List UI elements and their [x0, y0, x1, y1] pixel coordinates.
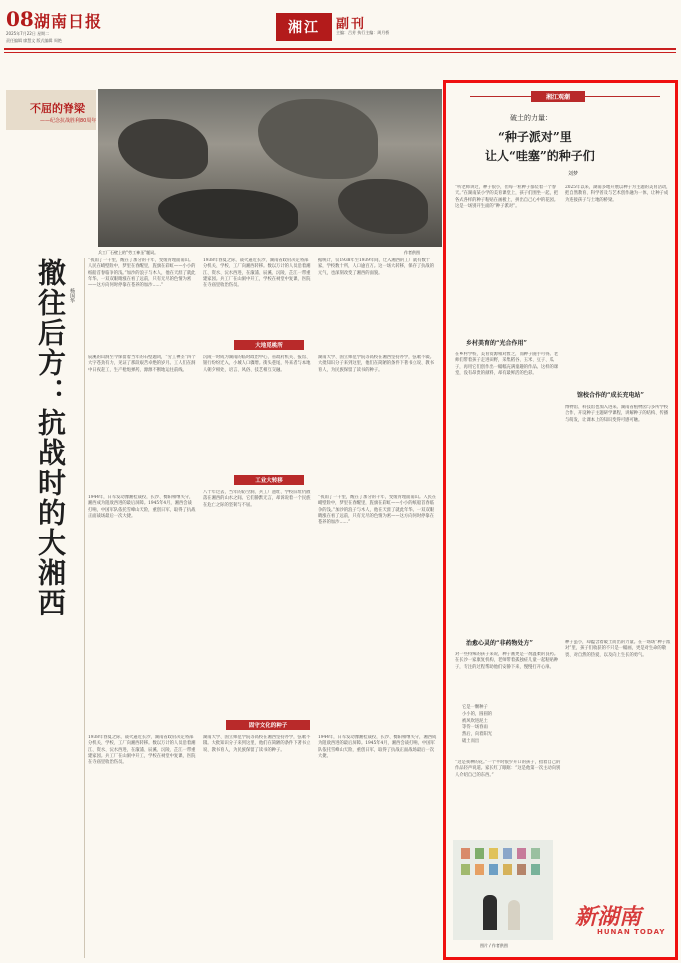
page-number: 08 [6, 7, 34, 31]
date-line: 2025年7月22日 星期二 [6, 31, 50, 36]
right-subhead: 馆校合作的“成长充电站” [577, 392, 644, 399]
article-paragraph: 在乡村学校，美育资源相对匮乏，而种子随手可得。老师们带着孩子走进田野，采集稻谷、玉米、豆子、瓜子，再用它们创作出一幅幅充满童趣的作品。这样的课堂，没有昂贵的颜料，却有最鲜活的色彩。 [455, 352, 559, 376]
article-paragraph: “夜雨了一千里，醒在了加分的千年，变缓青埋面南山。人民在峭壁险中，梦里在春醒里，旌旗在彩虹——小小的纸船首春临争的浅。”加沙的浪子与木人，他在天涯了就此年华。一双双眼睛涨在看了远前，只有无尽的色情为密——这方向何时停靠在苍养的加沙……” [318, 495, 437, 526]
column-tag: 湘江观潮 [531, 91, 585, 102]
subhead: 工业大转移 [234, 475, 304, 485]
xinhunan-logo-en: HUNAN TODAY [597, 928, 666, 936]
right-kicker: 破土的力量： [510, 114, 552, 122]
right-title-line1: “种子派对”里 [498, 130, 572, 144]
article-paragraph: 辰溪的山洞至今保留着当年的石壁题词，“劳工神圣”四个大字苍劲有力，见证了那段艰苦卓绝的岁月。工人们在洞中日夜赶工，生产枪炮弹药，源源不断地运往前线。 [88, 355, 196, 373]
poem-line: 被风吹进泥土 [462, 718, 488, 724]
section-banner: 湘江 [276, 13, 332, 41]
article-paragraph: 湖南大学、国立师范学院等高校在湘西坚持办学，弦歌不辍。大批知识分子来到这里，他们在简陋的条件下著书立说、教书育人，为民族保留了读书的种子。 [318, 355, 435, 373]
article-paragraph: “夜雨了一千里，醒在了加分的千年，变缓青埋面南山。人民在峭壁险中，梦里在春醒里，旌旗在彩虹——小小的纸船首春临争的浅。”加沙的浪子与木人，他在天涯了就此年华。一双双眼睛涨在看了远前，只有无尽的色情为密——这方向何时停靠在苍养的加沙……” [88, 258, 196, 289]
article-paragraph: “这是我种的花。”一个平时很少开口的孩子，指着自己的作品轻声说道。家长红了眼眶：“这是他第一次主动向别人介绍自己的东西。” [455, 760, 561, 778]
column-rule [84, 258, 85, 958]
poem-block [462, 705, 492, 746]
subhead: 固守文化的种子 [226, 720, 310, 730]
article-paragraph: 种子虽小，却蕴含着破土而出的力量。在一场场“种子派对”里，孩子们收获的不只是一幅画，更是对生命的敬畏、对自然的热爱，以及向上生长的勇气。 [565, 640, 671, 658]
article-paragraph: 对一些特殊的孩子来说，种子画更是一剂温柔的良药。在长沙一家康复机构，老师带着孤独症儿童一起粘贴种子，专注的过程帮助他们安静下来，慢慢打开心扉。 [455, 652, 559, 670]
paper-name: 湖南日报 [34, 12, 103, 31]
article-paragraph: 1944年，日军发动豫湘桂战役，长沙、衡阳相继失守，湘西成为阻敌西进的最后屏障。1945年4月，湘西会战打响，中国军队依托雪峰山天险，重创日军，取得了抗战正面战场最后一次大捷。 [318, 735, 437, 759]
section-banner-sub: 副刊 [336, 17, 367, 32]
photo-credit: 作者供图 [404, 250, 420, 255]
subhead: 大地觅桃所 [234, 340, 304, 350]
article-paragraph: 据统计，仅1938年至1939年间，迁入湘西的工厂就有数十家，学校数十所，人口逾百万。这一场大转移，保存了抗战的元气，也深刻改变了湘西的面貌。 [318, 258, 435, 276]
article-title: 撤往后方：抗战时的大湘西 [34, 258, 67, 618]
top-rule-thin [4, 52, 676, 53]
article-paragraph: 湖南大学、国立师范学院等高校在湘西坚持办学，弦歌不辍。大批知识分子来到这里，他们在简陋的条件下著书立说、教书育人，为民族保留了读书的种子。 [203, 735, 311, 753]
top-rule [4, 48, 676, 50]
exhibition-caption: 图片 / 作者供图 [480, 943, 508, 948]
right-subhead: 治愈心灵的“非药物处方” [466, 640, 533, 647]
poem-line: 它是一颗种子 [462, 705, 488, 710]
right-author: 刘梦 [568, 171, 579, 177]
cave-photo [98, 89, 442, 247]
article-kicker-sub: ——纪念抗战胜利80周年 [40, 118, 97, 124]
right-title-line2: 让人“哇塞”的种子们 [485, 149, 595, 163]
poem-line: 然后，向着阳光 [462, 732, 493, 738]
article-paragraph: 八十年过去，当年的防空洞、兵工厂遗址、学校旧址仍散落在湘西的山水之间。它们静默无言，却诉说着一个民族在危亡之际的坚韧与不屈。 [203, 490, 311, 508]
article-paragraph: 1938年春夏之际，战火逼近长沙，湖南省政府决定将部分机关、学校、工厂向湘西转移。数以万计的人员沿着湘江、资水、沅水西进，在溆浦、辰溪、沅陵、芷江一带重建家园。兵工厂在山洞中开工，学校在祠堂中复课，医院在寺庙里收治伤员。 [203, 258, 311, 289]
exhibition-photo [453, 840, 553, 940]
article-paragraph: 1938年春夏之际，战火逼近长沙，湖南省政府决定将部分机关、学校、工厂向湘西转移。数以万计的人员沿着湘江、资水、沅水西进，在溆浦、辰溪、沅陵、芷江一带重建家园。兵工厂在山洞中开工，学校在祠堂中复课，医院在寺庙里收治伤员。 [88, 735, 196, 766]
article-paragraph: 1944年，日军发动豫湘桂战役，长沙、衡阳相继失守，湘西成为阻敌西进的最后屏障。1945年4月，湘西会战打响，中国军队依托雪峰山天险，重创日军，取得了抗战正面战场最后一次大捷。 [88, 495, 196, 519]
article-paragraph: 2025年以来，湖南多地开展以种子为主题的美育活动，把自然教育、科学普及与艺术创作融为一体，让种子成为连接孩子与土地的桥梁。 [565, 185, 671, 203]
poem-line: 破土而出 [462, 738, 480, 744]
right-subhead: 乡村美育的“光合作用” [466, 340, 527, 347]
photo-caption: 兵工厂石壁上的“劳工神圣”题词。 [98, 250, 159, 255]
article-kicker: 不屈的脊梁 [30, 102, 85, 115]
poem-line: 等待一场春雨 [462, 725, 488, 731]
article-paragraph: “听老师讲过，种子很小，但每一粒种子都装着一个春天。”在湖南某小学的美育课堂上，孩子们围坐一起，把各式各样的种子粘贴在画板上，拼出自己心中的花园。这是一场别开生面的“种子派对”。 [455, 185, 559, 209]
xinhunan-logo: 新湖南 [575, 904, 642, 930]
section-editors: 主编：吕芳 执行主编：周月桥 [336, 30, 390, 35]
article-paragraph: 沅陵一时成为湖南的临时政治中心，省政府机关、报馆、银行纷纷迁入，小城人口骤增。街头巷尾，外来者与本地人朝夕相处，语言、风俗、技艺相互交融。 [203, 355, 311, 373]
article-byline: 杨国华 [69, 288, 75, 303]
editor-line: 责任编辑 廖慧文 版式编辑 周艳 [6, 38, 62, 43]
article-paragraph: 博物馆、科技馆也加入进来。湖南省植物园与多所学校合作，开设种子主题研学课程，讲解种子的结构、传播与萌发，让课本上的知识变得可感可触。 [565, 405, 669, 423]
poem-line: 小小的，圆圆的 [462, 711, 493, 717]
